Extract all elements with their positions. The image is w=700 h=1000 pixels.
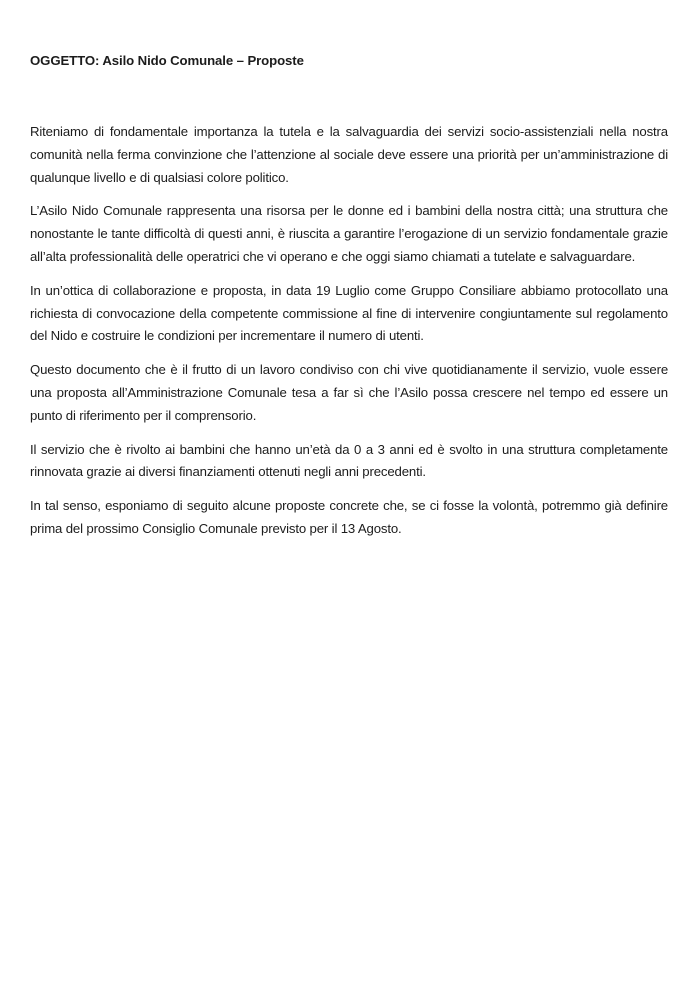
paragraph-4: Questo documento che è il frutto di un lavoro condiviso con chi vive quotidianamente il servizio, vuole essere una proposta all’Amministrazione Comunale tesa a far sì che l’Asilo possa crescere nel tempo ed essere un punto di riferimento per il comprensorio. [30,362,668,423]
document-subject: OGGETTO: Asilo Nido Comunale – Proposte [30,53,304,68]
document-body [30,121,668,552]
paragraph-2: L’Asilo Nido Comunale rappresenta una risorsa per le donne ed i bambini della nostra città; una struttura che nonostante le tante difficoltà di questi anni, è riuscita a garantire l’erogazione di un servizio fondamentale grazie all’alta professionalità delle operatrici che vi operano e che oggi siamo chiamati a tutelate e salvaguardare. [30,203,668,264]
paragraph-1: Riteniamo di fondamentale importanza la tutela e la salvaguardia dei servizi socio-assistenziali nella nostra comunità nella ferma convinzione che l’attenzione al sociale deve essere una priorità per un’amministrazione di qualunque livello e di qualsiasi colore politico. [30,124,668,185]
paragraph-3: In un’ottica di collaborazione e proposta, in data 19 Luglio come Gruppo Consiliare abbiamo protocollato una richiesta di convocazione della competente commissione al fine di intervenire congiuntamente sul regolamento del Nido e costruire le condizioni per incrementare il numero di utenti. [30,282,668,344]
paragraph-5: Il servizio che è rivolto ai bambini che hanno un’età da 0 a 3 anni ed è svolto in una struttura completamente rinnovata grazie ai diversi finanziamenti ottenuti negli anni precedenti. [30,441,668,480]
paragraph-6: In tal senso, esponiamo di seguito alcune proposte concrete che, se ci fosse la volontà, potremmo già definire prima del prossimo Consiglio Comunale previsto per il 13 Agosto. [30,498,668,536]
